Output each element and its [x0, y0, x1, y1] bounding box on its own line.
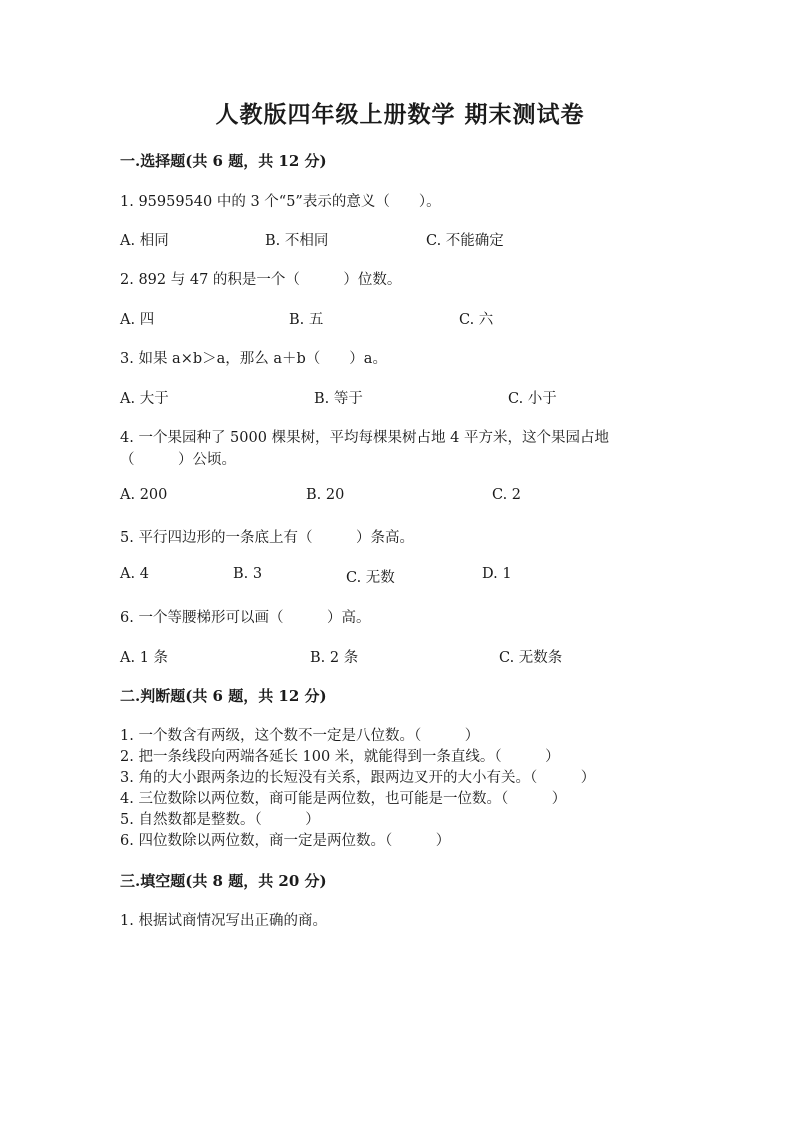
judgement-item: 1. 一个数含有两级，这个数不一定是八位数。（ ）: [120, 728, 480, 744]
option-c: C. 六: [459, 312, 494, 328]
option-c: C. 2: [492, 487, 522, 503]
option-c: C. 无数条: [499, 650, 563, 666]
option-a: A. 相同: [120, 233, 169, 249]
option-b: B. 3: [233, 566, 263, 582]
option-c: C. 小于: [508, 391, 557, 407]
option-d: D. 1: [482, 566, 512, 582]
section-heading-choice: 一.选择题(共 6 题，共 12 分): [120, 152, 327, 170]
option-a: A. 200: [120, 487, 168, 503]
option-b: B. 2 条: [310, 650, 359, 666]
option-b: B. 等于: [314, 391, 363, 407]
option-b: B. 20: [306, 487, 345, 503]
option-c: C. 无数: [346, 570, 395, 586]
option-a: A. 1 条: [120, 650, 169, 666]
option-b: B. 不相同: [265, 233, 329, 249]
page-title: 人教版四年级上册数学 期末测试卷: [215, 101, 585, 128]
judgement-item: 4. 三位数除以两位数，商可能是两位数，也可能是一位数。（ ）: [120, 791, 567, 807]
fill-blank-item: 1. 根据试商情况写出正确的商。: [120, 913, 327, 929]
option-a: A. 4: [120, 566, 149, 582]
option-a: A. 四: [120, 312, 155, 328]
section-heading-judgement: 二.判断题(共 6 题，共 12 分): [120, 687, 327, 705]
section-heading-fill-blank: 三.填空题(共 8 题，共 20 分): [120, 872, 327, 890]
judgement-item: 5. 自然数都是整数。（ ）: [120, 812, 320, 828]
judgement-item: 2. 把一条线段向两端各延长 100 米，就能得到一条直线。（ ）: [120, 749, 560, 765]
question-stem: 1. 95959540 中的 3 个“5”表示的意义（ ）。: [120, 194, 441, 210]
question-stem: 6. 一个等腰梯形可以画（ ）高。: [120, 610, 371, 626]
question-stem: 2. 892 与 47 的积是一个（ ）位数。: [120, 272, 402, 288]
option-c: C. 不能确定: [426, 233, 504, 249]
option-b: B. 五: [289, 312, 324, 328]
judgement-item: 3. 角的大小跟两条边的长短没有关系，跟两边叉开的大小有关。（ ）: [120, 770, 596, 786]
option-a: A. 大于: [120, 391, 169, 407]
judgement-item: 6. 四位数除以两位数，商一定是两位数。（ ）: [120, 833, 451, 849]
question-stem: 5. 平行四边形的一条底上有（ ）条高。: [120, 530, 414, 546]
question-stem: 4. 一个果园种了 5000 棵果树，平均每棵果树占地 4 平方米，这个果园占地: [120, 430, 610, 446]
question-stem-continued: （ ）公顷。: [120, 452, 236, 468]
question-stem: 3. 如果 a×b＞a，那么 a＋b（ ）a。: [120, 351, 387, 367]
